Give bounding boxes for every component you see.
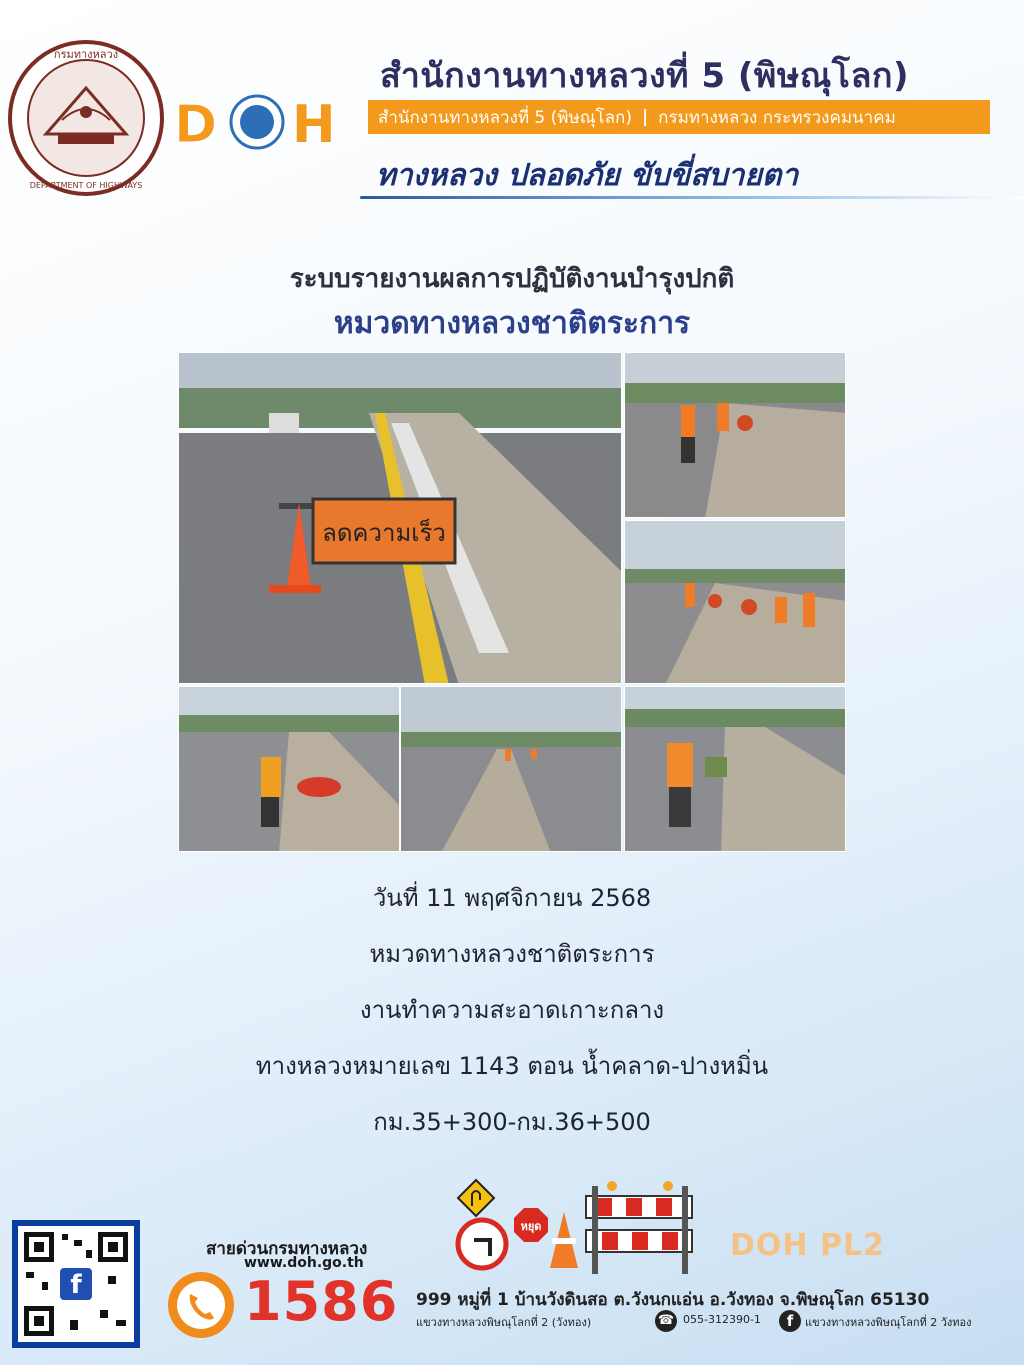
seal-top-text: กรมทางหลวง [53, 48, 119, 61]
photo-workers-sweeping [624, 352, 846, 518]
photo-workers-wheelbarrows [624, 520, 846, 684]
caption-km: กม.35+300-กม.36+500 [373, 1108, 651, 1136]
caption-date: วันที่ 11 พฤศจิกายน 2568 [372, 884, 652, 912]
logo-h: H [292, 95, 336, 150]
doh-pl2-brand: DOH PL2 [730, 1228, 885, 1263]
doh-logo [172, 92, 350, 150]
phone-icon [168, 1272, 234, 1338]
office-address: 999 หมู่ที่ 1 บ้านวังดินสอ ต.วังนกแอ่น อ.วังทอง จ.พิษณุโลก 65130 [416, 1290, 930, 1310]
footer-facebook-page[interactable]: แขวงทางหลวงพิษณุโลกที่ 2 วังทอง [805, 1316, 972, 1329]
hotline-url-link[interactable]: www.doh.go.th [244, 1255, 364, 1271]
banner-separator: | [641, 107, 649, 127]
banner-ministry: กรมทางหลวง กระทรวงคมนาคม [658, 107, 896, 128]
caption-task: งานทำความสะอาดเกาะกลาง [359, 996, 665, 1024]
hotline-number: 1586 [244, 1270, 399, 1333]
photo-worker-cleaning-curb [624, 686, 846, 852]
hotline-label: สายด่วนกรมทางหลวง [206, 1239, 368, 1259]
main-photo-speed-sign [178, 352, 622, 684]
footer-facebook-icon[interactable]: f [779, 1310, 801, 1332]
report-title: ระบบรายงานผลการปฏิบัติงานบำรุงปกติ [289, 264, 735, 294]
traffic-signs-illustration [446, 1178, 706, 1278]
caption-route: ทางหลวงหมายเลข 1143 ตอน น้ำคลาด-ปางหมิ่น [255, 1052, 769, 1080]
photo-worker-with-wheelbarrow [178, 686, 400, 852]
office-title: สำนักงานทางหลวงที่ 5 (พิษณุโลก) [380, 56, 910, 96]
u-turn-sign-icon [458, 1180, 494, 1216]
department-seal-logo [6, 38, 166, 198]
footer-phone-number[interactable]: 055-312390-1 [683, 1313, 761, 1326]
stop-sign-text: หยุด [520, 1220, 542, 1233]
seal-bottom-text: DEPARTMENT OF HIGHWAYS [29, 181, 143, 190]
banner-office-name: สำนักงานทางหลวงที่ 5 (พิษณุโลก) [378, 107, 632, 128]
footer-branch-name: แขวงทางหลวงพิษณุโลกที่ 2 (วังทอง) [416, 1316, 592, 1329]
report-subtitle: หมวดทางหลวงชาติตระการ [333, 306, 691, 341]
qr-facebook-glyph: f [70, 1270, 82, 1300]
qr-code[interactable] [12, 1220, 140, 1348]
logo-d: D [174, 95, 218, 150]
no-left-turn-sign-icon [458, 1220, 506, 1268]
caption-unit: หมวดทางหลวงชาติตระการ [369, 940, 655, 968]
office-banner-bar [368, 100, 990, 134]
slogan: ทางหลวง ปลอดภัย ขับขี่สบายตา [376, 158, 799, 193]
photo-median-view [400, 686, 622, 852]
slogan-underline [360, 196, 1024, 199]
footer-phone-icon: ☎ [655, 1310, 677, 1332]
speed-sign-text: ลดความเร็ว [322, 519, 446, 547]
